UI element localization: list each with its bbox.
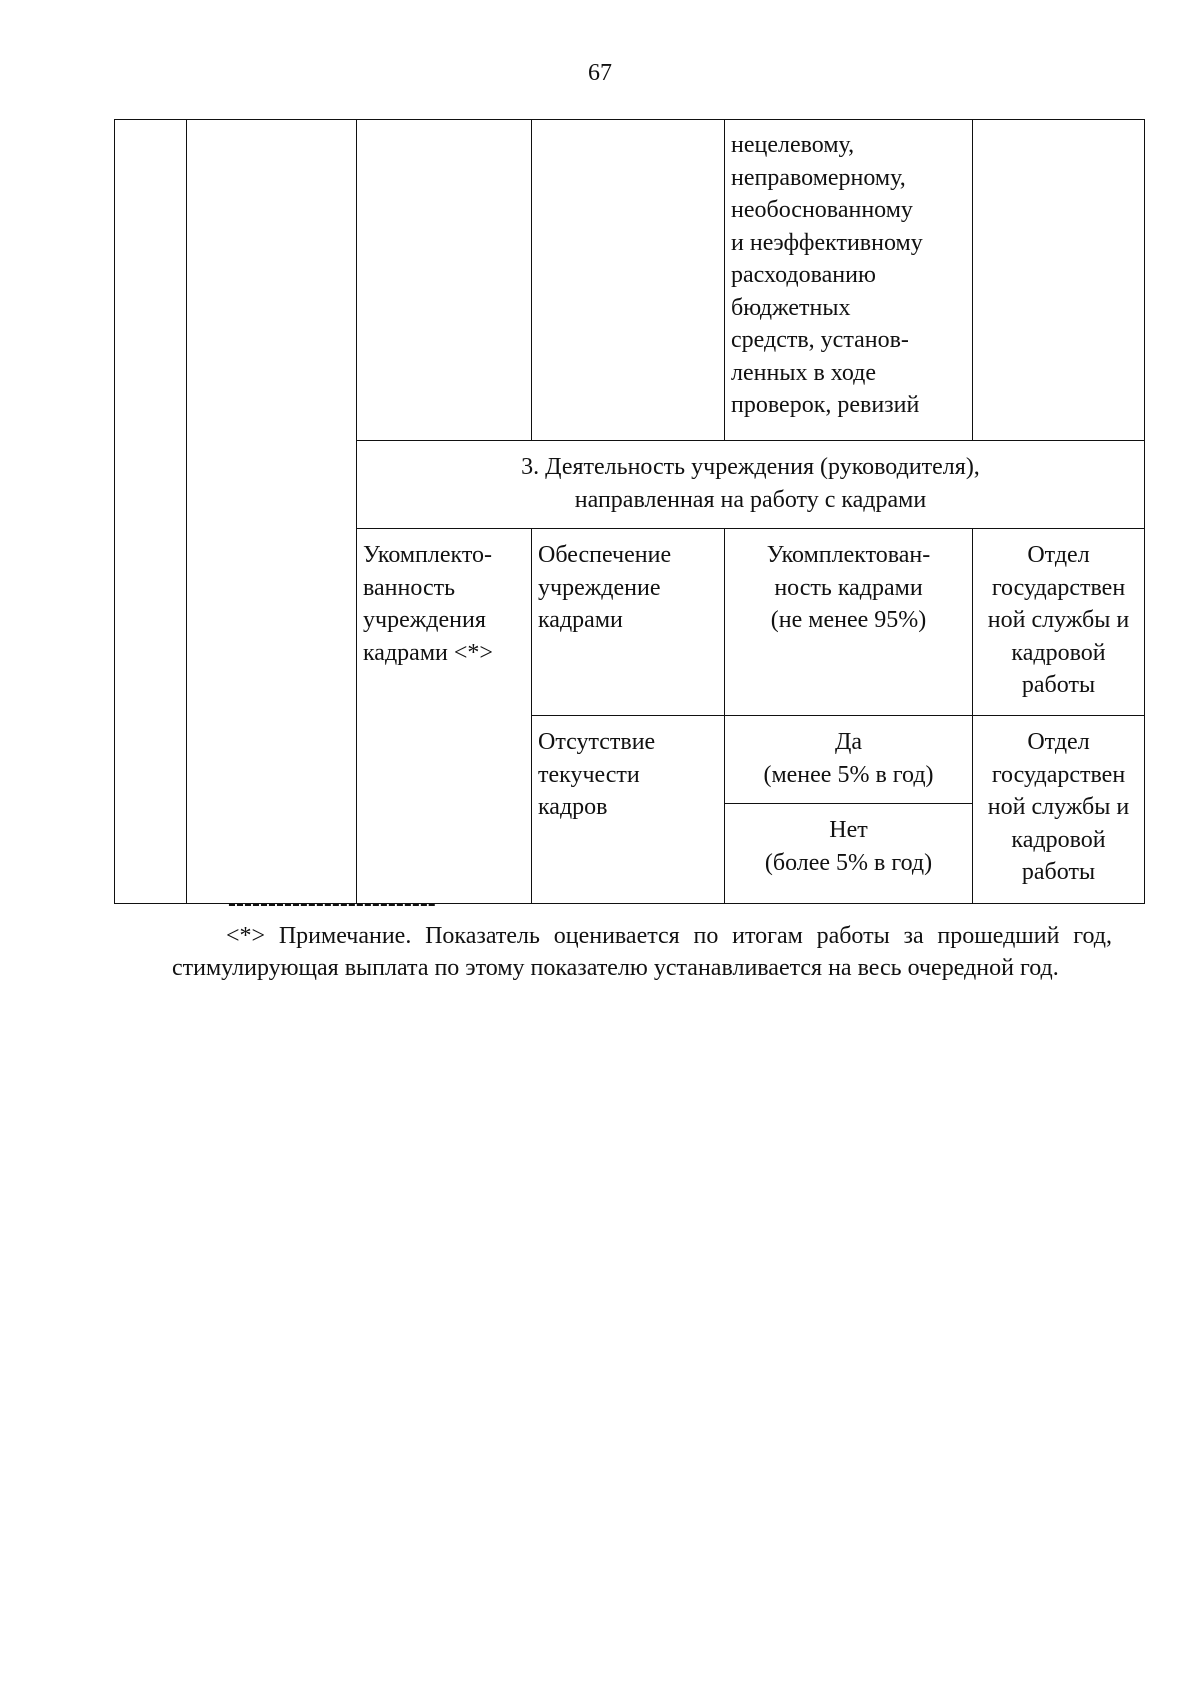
indicator-cell [357, 529, 532, 904]
criterion-text: Обеспечение учреждение кадрами [538, 542, 672, 633]
footnote-separator: -------------------------- [228, 890, 436, 917]
condition-cell [725, 529, 973, 716]
criteria-table [114, 119, 1145, 904]
condition-cell-yes [725, 716, 973, 804]
continuation-condition-cell [725, 120, 973, 441]
indicator-text: Укомплекто- ванность учреждения кадрами <*> [363, 542, 493, 666]
footnote-text: <*> Примечание. Показатель оценивается по итогам работы за прошедший год, стимулирующая выплата по этому показателю устанавливается на весь очередной год. [172, 923, 1112, 981]
continuation-row [115, 120, 1145, 441]
responsible-cell [973, 529, 1145, 716]
criterion-cell [532, 716, 725, 904]
empty-indicator-cell [357, 120, 532, 441]
position-column-cell [187, 120, 357, 904]
section-title-cell [357, 441, 1145, 529]
responsible-cell [973, 716, 1145, 904]
condition-text-yes: Да (менее 5% в год) [763, 729, 934, 788]
condition-text-no: Нет (более 5% в год) [764, 817, 933, 876]
condition-text: Укомплектован- ность кадрами (не менее 95%) [766, 542, 931, 633]
criterion-cell [532, 529, 725, 716]
continuation-condition-text: нецелевому, неправомерному, необоснованному и неэффективному расходованию бюджетных средств, установ- ленных в ходе проверок, ревизий [731, 132, 923, 418]
section-title: 3. Деятельность учреждения (руководителя), направленная на работу с кадрами [521, 454, 980, 513]
empty-responsible-cell [973, 120, 1145, 441]
empty-criterion-cell [532, 120, 725, 441]
page-number: 67 [588, 60, 612, 86]
responsible-text: Отдел государствен ной службы и кадровой работы [987, 729, 1130, 885]
responsible-text: Отдел государствен ной службы и кадровой работы [987, 542, 1130, 698]
criterion-text: Отсутствие текучести кадров [538, 729, 656, 820]
condition-cell-no [725, 804, 973, 904]
number-column-cell [115, 120, 187, 904]
